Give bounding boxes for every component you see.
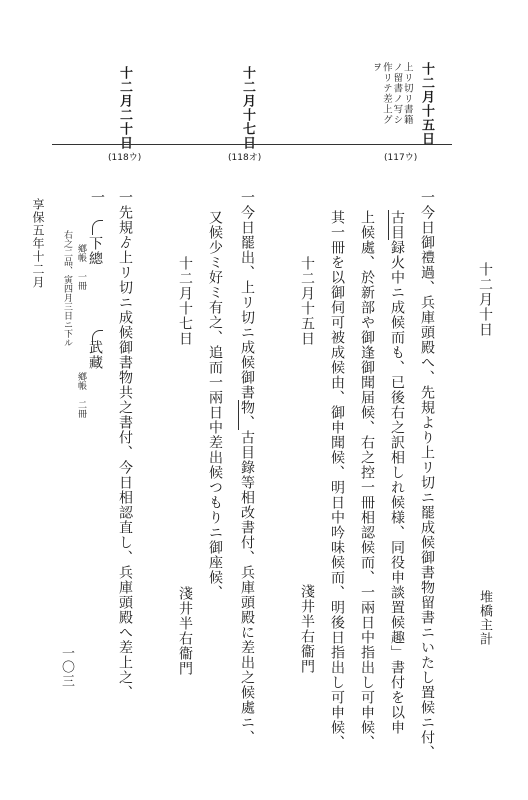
list-mark: 一 [89, 190, 105, 205]
section-divider [52, 144, 452, 145]
date-dec-17: 十二月十七日 [177, 256, 193, 346]
ref-118u: (118ウ) [108, 153, 142, 163]
list-item-shimousa-note: 鄕帳 一冊 [76, 244, 86, 290]
list-subnote: 右之二品、寅四月三日ニ下ル [62, 230, 72, 347]
colophon-date: 享保五年十二月 [31, 198, 45, 289]
list-item-shimousa: 下總 [87, 236, 103, 266]
page-number: 一〇三 [59, 646, 74, 688]
body-col-7: 一先規ゟ上リ切ニ成候御書物共之書付、今日相認直し、兵庫頭殿へ差上之、 [117, 190, 133, 700]
body-col-1: 一今日御禮過、兵庫頭殿へ、先規より上リ切ニ罷成候御書物留書ニいたし置候ニ付、 [419, 190, 435, 760]
body-col-6: 又候少ミ好ミ有之、追而一兩日中差出候つもりニ御座候、 [207, 210, 223, 600]
list-item-musashi-note: 鄕帳 二冊 [76, 372, 86, 418]
heading-dec-20: 十二月二十日 [117, 66, 132, 150]
body-col-4: 其一冊を以御伺可被成候由、御申聞候、明日中吟味候而、明後日指出し可申候、 [329, 210, 345, 750]
brace-1 [92, 220, 103, 235]
gloss-mark-2 [238, 400, 239, 430]
ref-117u: (117ウ) [384, 153, 418, 163]
body-col-5: 一今日罷出、上リ切ニ成候御書物、古目錄等相改書付、兵庫頭殿に差出之候處ニ、 [239, 190, 255, 745]
running-title: 堆橋主計 [477, 590, 492, 646]
date-dec-10: 十二月十日 [477, 262, 493, 337]
body-col-3: 上候處、於新部や御逢御聞届候、右之控一冊相認候而、一兩日中指出し可申候、 [359, 210, 375, 750]
margin-note-dec-15: 上リ切リ書籍ノ留書ノ写シ作リテ差上グヲ [370, 62, 413, 125]
date-dec-15: 十二月十五日 [299, 256, 315, 346]
signature-1: 淺井半右衞門 [299, 584, 315, 674]
body-col-2: 古目録火中ニ成候而も、已後右之訳相しれ候様、同役申談置候趣」書付を以申 [389, 210, 405, 735]
heading-dec-15: 十二月十五日 [419, 62, 434, 146]
ref-118o: (118オ) [228, 153, 262, 163]
signature-2: 淺井半右衞門 [177, 586, 193, 676]
gloss-mark-1 [388, 210, 389, 240]
heading-dec-17: 十二月十七日 [240, 66, 255, 150]
list-item-musashi: 武藏 [87, 340, 103, 370]
